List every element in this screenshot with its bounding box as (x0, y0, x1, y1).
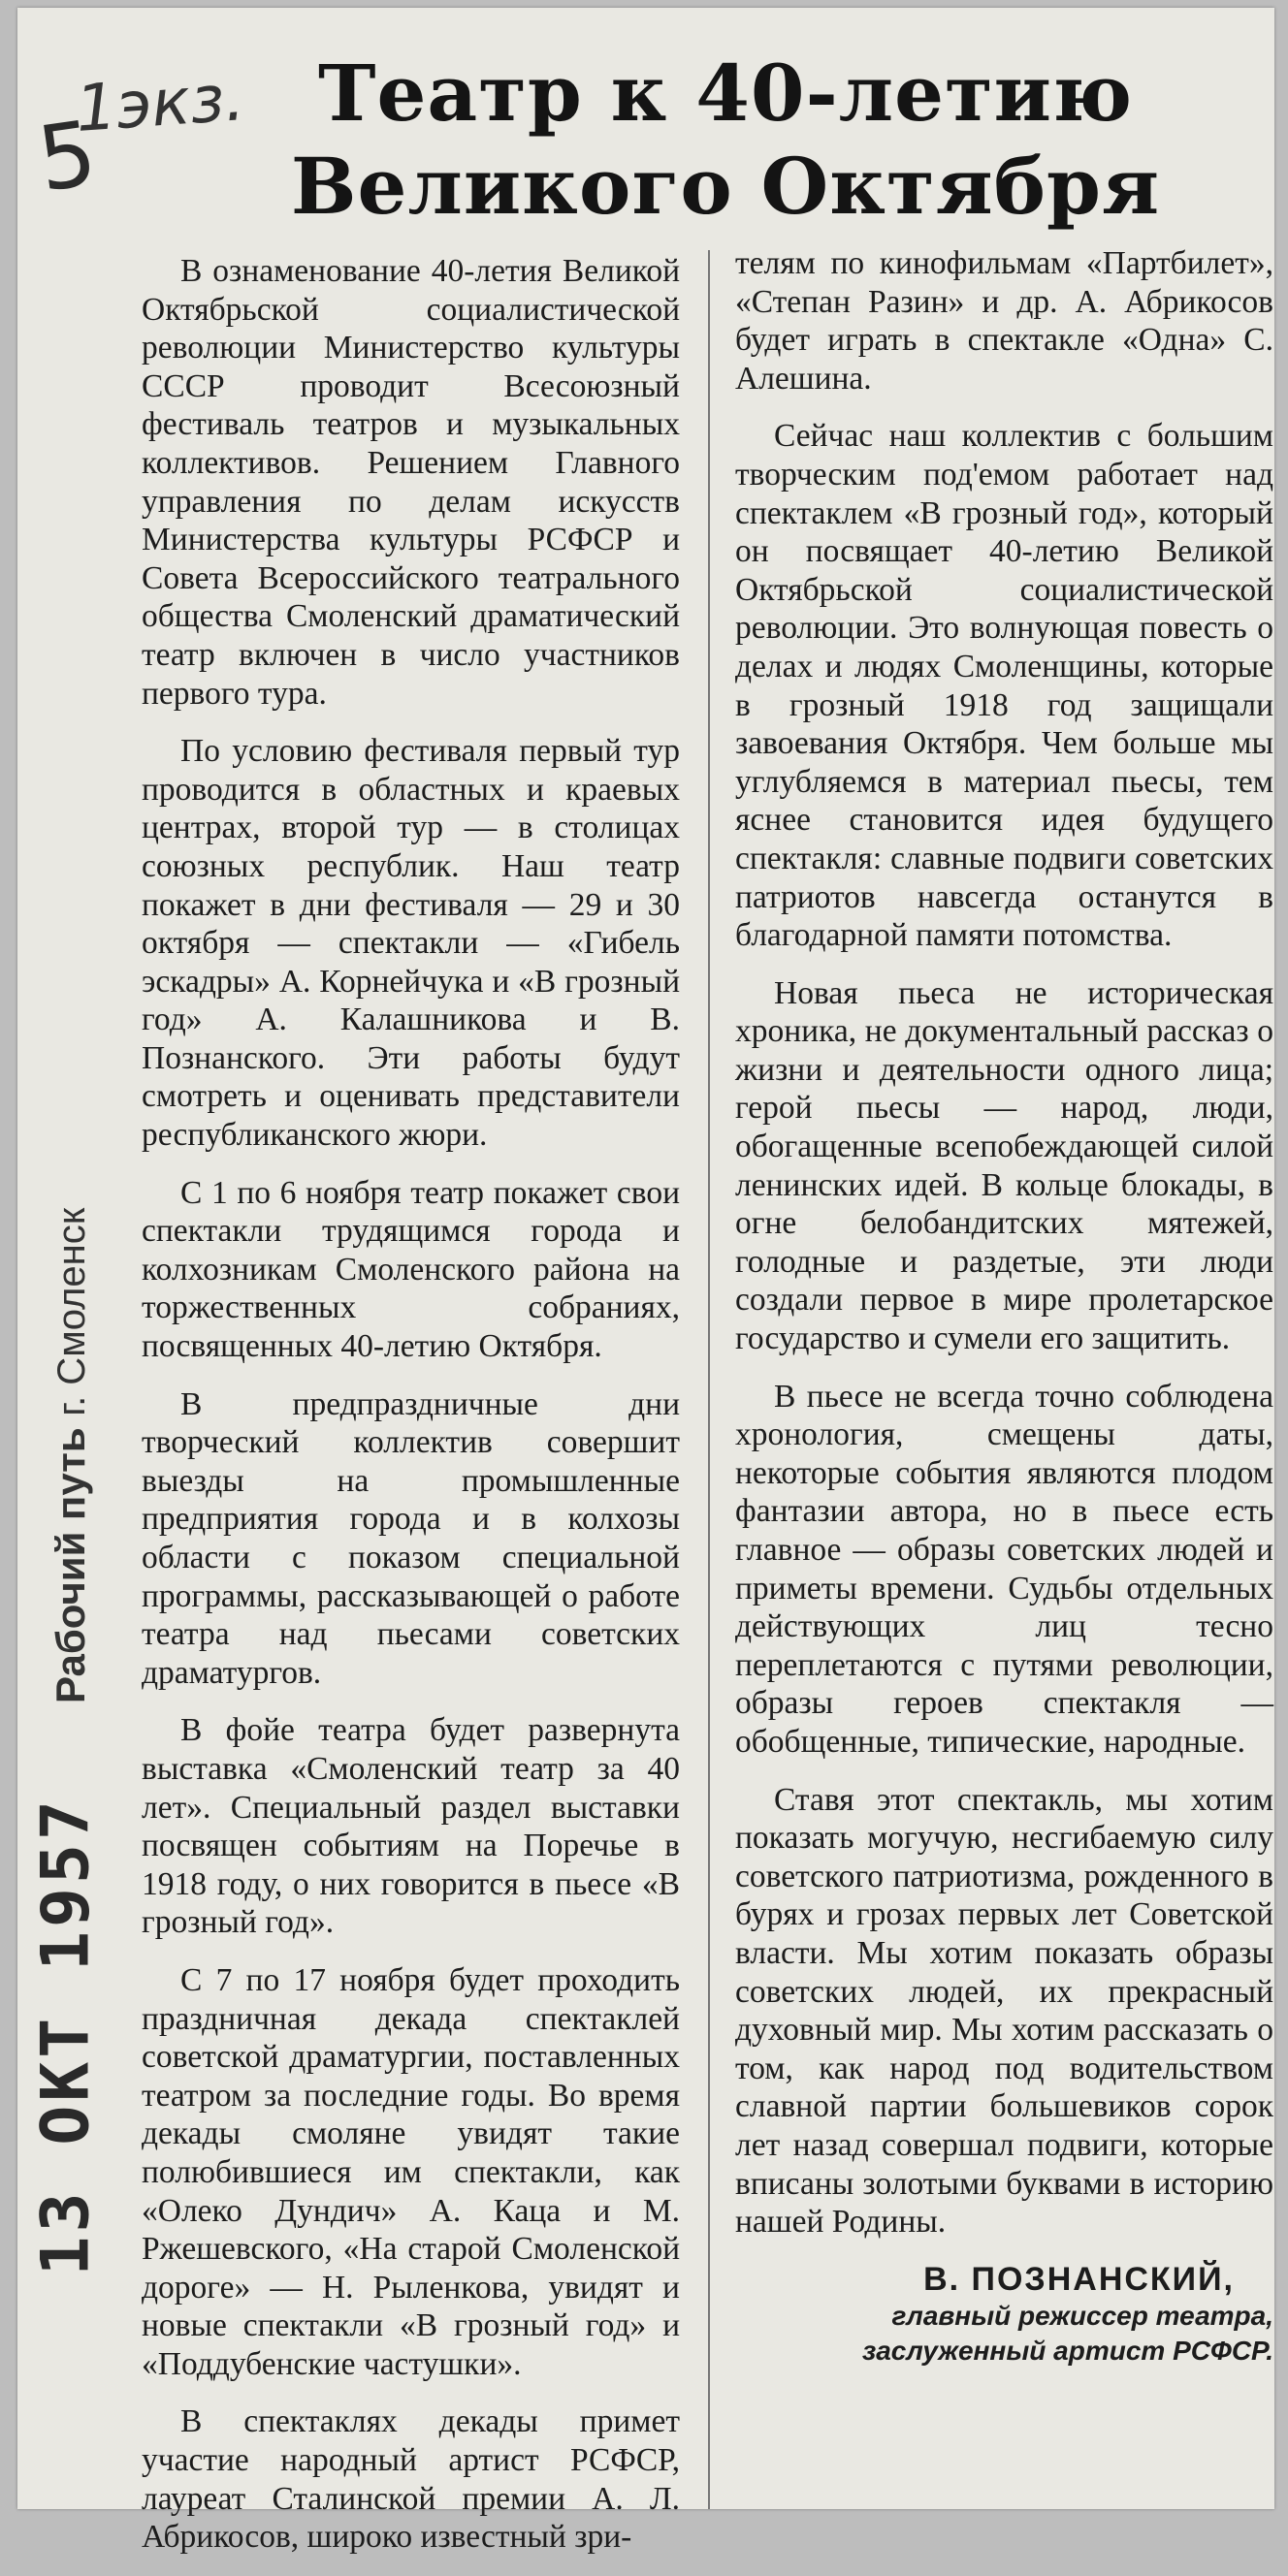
article-paragraph: В спектаклях декады примет участие народный артист РСФСР, лауреат Сталинской премии А. Л. Абрикосов, широко известный зри- (142, 2403, 680, 2556)
article-paragraph: В предпраздничные дни творческий коллектив совершит выезды на промышленные предприятия города и в колхозы области с показом специальной программы, рассказывающей о работе театра над пьесами советских драматургов. (142, 1385, 680, 1691)
column-divider (708, 250, 710, 2509)
source-stamp (48, 1207, 94, 1703)
author-title: главный режиссер театра, заслуженный артист РСФСР. (861, 2301, 1273, 2367)
article-paragraph: Сейчас наш коллектив с большим творческим под'емом работает над спектаклем «В грозный год», который он посвящает 40-летию Великой Октябрьской социалистической революции. Это волнующая повесть о делах и людях Смоленщины, которые в грозный 1918 год защищали завоевания Октября. Чем больше мы углубляемся в материал пьесы, тем яснее становится идея будущего спектакля: славные подвиги советских патриотов навсегда останутся в благодарной памяти потомства. (735, 418, 1273, 954)
date-stamp: 13 ОКТ 1957 (27, 1797, 105, 2276)
source-city: г. Смоленск (50, 1207, 93, 1416)
article-paragraph: Ставя этот спектакль, мы хотим показать могучую, несгибаемую силу советского патриотизма, рожденного в бурях и грозах первых лет Советской власти. Мы хотим показать образы советских людей, их прекрасный духовный мир. Мы хотим рассказать о том, как народ под водительством славной партии большевиков сорок лет назад совершал подвиги, которые вписаны золотыми буквами в историю нашей Родины. (735, 1781, 1273, 2241)
article-column-left (142, 252, 680, 2576)
author-name: В. ПОЗНАНСКИЙ, (923, 2260, 1235, 2298)
author-signature (735, 2261, 1273, 2369)
source-paper-name: Рабочий путь (48, 1427, 93, 1703)
article-paragraph-continuation: телям по кинофильмам «Партбилет», «Степан Разин» и др. А. Абрикосов будет играть в спектакле «Одна» С. Алешина. (735, 245, 1273, 397)
article-paragraph: Новая пьеса не историческая хроника, не документальный рассказ о жизни и деятельности одного лица; герой пьесы — народ, люди, обогащенные всепобеждающей силой ленинских идей. В кольце блокады, в огне белобандитских мятежей, голодные и раздетые, эти люди создали первое в мире пролетарское государство и сумели его защитить. (735, 974, 1273, 1357)
article-column-right (735, 244, 1273, 2369)
article-paragraph: По условию фестиваля первый тур проводится в областных и краевых центрах, второй тур — в столицах союзных республик. Наш театр покажет в дни фестиваля — 29 и 30 октября — спектакли — «Гибель эскадры» А. Корнейчука и «В грозный год» А. Калашникова и В. Познанского. Эти работы будут смотреть и оценивать представители республиканского жюри. (142, 733, 680, 1154)
newspaper-clipping (17, 8, 1274, 2556)
handwritten-note: 1экз. (73, 60, 247, 146)
article-paragraph: С 7 по 17 ноября будет проходить праздничная декада спектаклей советской драматургии, поставленных театром за последние годы. Во время декады смоляне увидят такие полюбившиеся им спектакли, как «Олеко Дундич» А. Каца и М. Ржешевского, «На старой Смоленской дороге» — Н. Рыленкова, увидят и новые спектакли «В грозный год» и «Поддубенские частушки». (142, 1961, 680, 2382)
article-headline: Театр к 40-летию Великого Октября (290, 48, 1161, 232)
article-paragraph: В ознаменование 40-летия Великой Октябрьской социалистической революции Министерство культуры СССР проводит Всесоюзный фестиваль театров и музыкальных коллективов. Решением Главного управления по делам искусств Министерства культуры РСФСР и Совета Всероссийского театрального общества Смоленский драматический театр включен в число участников первого тура. (142, 253, 680, 712)
handwritten-number: 5 (31, 101, 103, 212)
article-paragraph: В фойе театра будет развернута выставка «Смоленский театр за 40 лет». Специальный раздел выставки посвящен событиям на Поречье в 1918 году, о них говорится в пьесе «В грозный год». (142, 1712, 680, 1941)
article-paragraph: С 1 по 6 ноября театр покажет свои спектакли трудящимся города и колхозникам Смоленского района на торжественных собраниях, посвященных 40-летию Октября. (142, 1174, 680, 1365)
article-paragraph: В пьесе не всегда точно соблюдена хронология, смещены даты, некоторые события являются плодом фантазии автора, но в пьесе есть главное — образы советских людей и приметы времени. Судьбы отдельных действующих лиц тесно переплетаются с путями революции, образы героев спектакля — обобщенные, типические, народные. (735, 1378, 1273, 1760)
